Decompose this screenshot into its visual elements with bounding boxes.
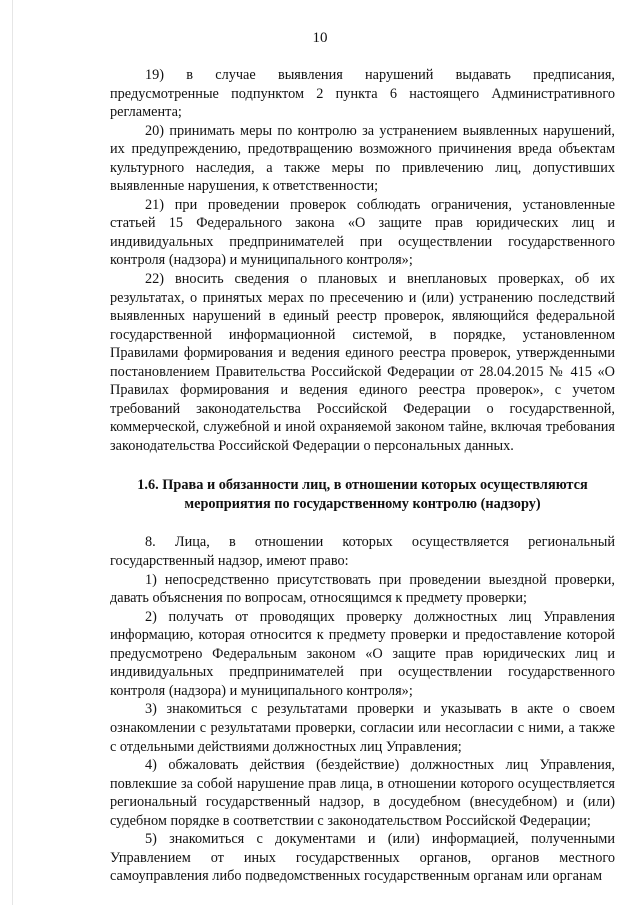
paragraph-item-20: 20) принимать меры по контролю за устранением выявленных нарушений, их предупреждению, предотвращению возможного причинения вреда объектам культурного наследия, а также меры по привлечению лиц, допустивших выявленные нарушения, к ответственности;: [110, 122, 615, 195]
paragraph-right-4: 4) обжаловать действия (бездействие) должностных лиц Управления, повлекшие за собой нарушение прав лица, в отношении которого осуществляется региональный государственный надзор, в досудебном (внесудебном) и (или) судебном порядке в соответствии с законодательством Российской Федерации;: [110, 757, 615, 829]
document-body: [110, 66, 615, 886]
paragraph-right-5: 5) знакомиться с документами и (или) информацией, полученными Управлением от иных государственных органов, органов местного самоуправления либо подведомственных государственным органам или органам: [110, 831, 615, 885]
paragraph-item-22: 22) вносить сведения о плановых и внеплановых проверках, об их результатах, о принятых мерах по пресечению и (или) устранению последствий выявленных нарушений в единый реестр проверок, являющийся федеральной государственной информационной системой, в порядке, установленном Правилами формирования и ведения единого реестра проверок, утвержденными постановлением Правительства Российской Федерации от 28.04.2015 № 415 «О Правилах формирования и ведения единого реестра проверок», с учетом требований законодательства Российской Федерации о государственной, коммерческой, служебной и иной охраняемой законом тайне, включая требования законодательства Российской Федерации о персональных данных.: [110, 271, 615, 454]
paragraph-item-21: 21) при проведении проверок соблюдать ограничения, установленные статьей 15 Федерального закона «О защите прав юридических лиц и индивидуальных предпринимателей при осуществлении государственного контроля (надзора) и муниципального контроля»;: [110, 196, 615, 269]
paragraph-item-19: 19) в случае выявления нарушений выдавать предписания, предусмотренные подпунктом 2 пункта 6 настоящего Административного регламента;: [110, 67, 615, 121]
paragraph-item-8: 8. Лица, в отношении которых осуществляется региональный государственный надзор, имеют право:: [110, 534, 615, 570]
paragraph-right-3: 3) знакомиться с результатами проверки и указывать в акте о своем ознакомлении с результатами проверки, согласии или несогласии с ними, а также с отдельными действиями должностных лиц Управления;: [110, 701, 615, 755]
page-number: 10: [312, 30, 328, 46]
paragraph-right-2: 2) получать от проводящих проверку должностных лиц Управления информацию, которая относится к предмету проверки и предоставление которой предусмотрено Федеральным законом «О защите прав юридических лиц и индивидуальных предпринимателей при осуществлении государственного контроля (надзора) и муниципального контроля»;: [110, 608, 615, 699]
paragraph-right-1: 1) непосредственно присутствовать при проведении выездной проверки, давать объяснения по вопросам, относящимся к предмету проверки;: [110, 571, 615, 607]
section-heading: 1.6. Права и обязанности лиц, в отношении которых осуществляются мероприятия по государственному контролю (надзору): [137, 477, 588, 512]
page-edge-line: [12, 0, 13, 905]
